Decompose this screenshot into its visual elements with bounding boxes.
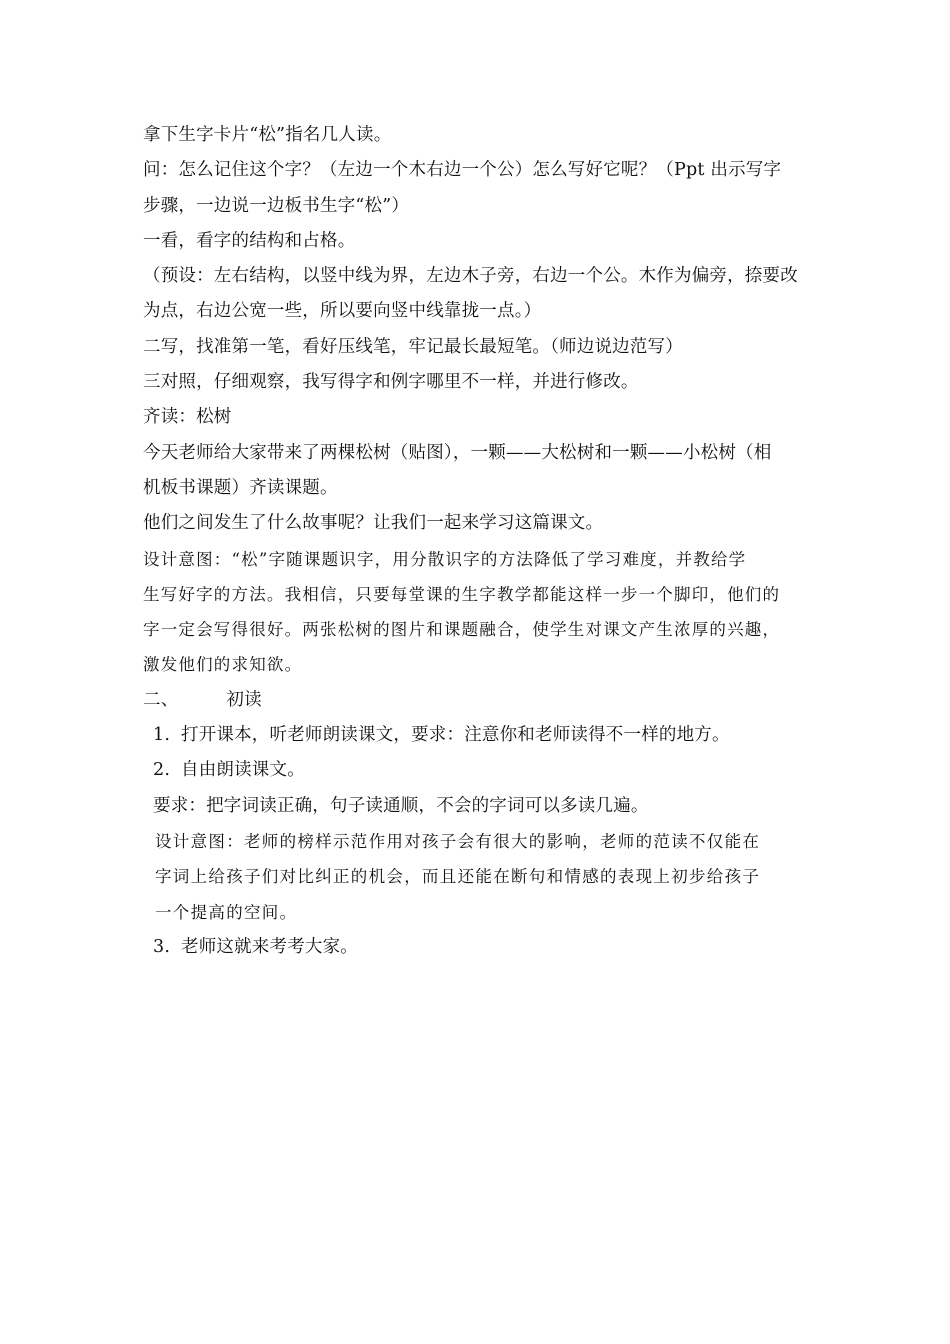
list-item-number: 3. [153,936,171,957]
text-line: （预设：左右结构，以竖中线为界，左边木子旁，右边一个公。木作为偏旁，捺要改 [143,266,798,287]
list-item-number: 1. [153,725,171,746]
design-intent-line: 激发他们的求知欲。 [143,655,303,675]
text-line: 三对照，仔细观察，我写得字和例字哪里不一样，并进行修改。 [143,372,639,393]
section-heading [143,683,815,718]
list-item-text: 打开课本，听老师朗读课文，要求：注意你和老师读得不一样的地方。 [181,725,730,746]
document-body [143,118,815,965]
text-line: 齐读：松树 [143,407,232,428]
design-intent-line: 生写好字的方法。我相信，只要每堂课的生字教学都能这样一步一个脚印，他们的 [143,584,781,604]
text-line: 今天老师给大家带来了两棵松树（贴图），一颗——大松树和一颗——小松树（相 [143,442,772,463]
list-item-text: 自由朗读课文。 [181,760,305,781]
text-line: 机板书课题）齐读课题。 [143,477,338,498]
text-line: 他们之间发生了什么故事呢？让我们一起来学习这篇课文。 [143,513,604,534]
design-intent-line: 一个提高的空间。 [155,902,298,922]
list-item [143,718,815,753]
text-line: 拿下生字卡片“松”指名几人读。 [143,125,392,145]
list-item-number: 2. [153,760,171,781]
list-item [143,930,815,965]
design-intent-line: 设计意图：老师的榜样示范作用对孩子会有很大的影响，老师的范读不仅能在 [155,831,761,851]
design-intent-line: 字一定会写得很好。两张松树的图片和课题融合，使学生对课文产生浓厚的兴趣， [143,620,781,640]
section-number: 二、 [143,689,179,710]
text-line: 步骤，一边说一边板书生字“松”） [143,195,410,216]
text-line: 问：怎么记住这个字？（左边一个木右边一个公）怎么写好它呢？（Ppt 出示写字 [143,160,782,181]
section-title: 初读 [226,689,262,710]
list-item-text: 老师这就来考考大家。 [181,936,358,957]
text-line: 为点，右边公宽一些，所以要向竖中线靠拢一点。） [143,301,542,322]
list-item [143,753,815,788]
text-line: 一看，看字的结构和占格。 [143,230,356,251]
design-intent-line: 字词上给孩子们对比纠正的机会，而且还能在断句和情感的表现上初步给孩子 [155,867,761,887]
design-intent-line: 设计意图：“松”字随课题识字，用分散识字的方法降低了学习难度，并教给学 [143,549,747,569]
requirement-line: 要求：把字词读正确，句子读通顺，不会的字词可以多读几遍。 [153,795,649,816]
text-line: 二写，找准第一笔，看好压线笔，牢记最长最短笔。（师边说边范写） [143,336,683,357]
